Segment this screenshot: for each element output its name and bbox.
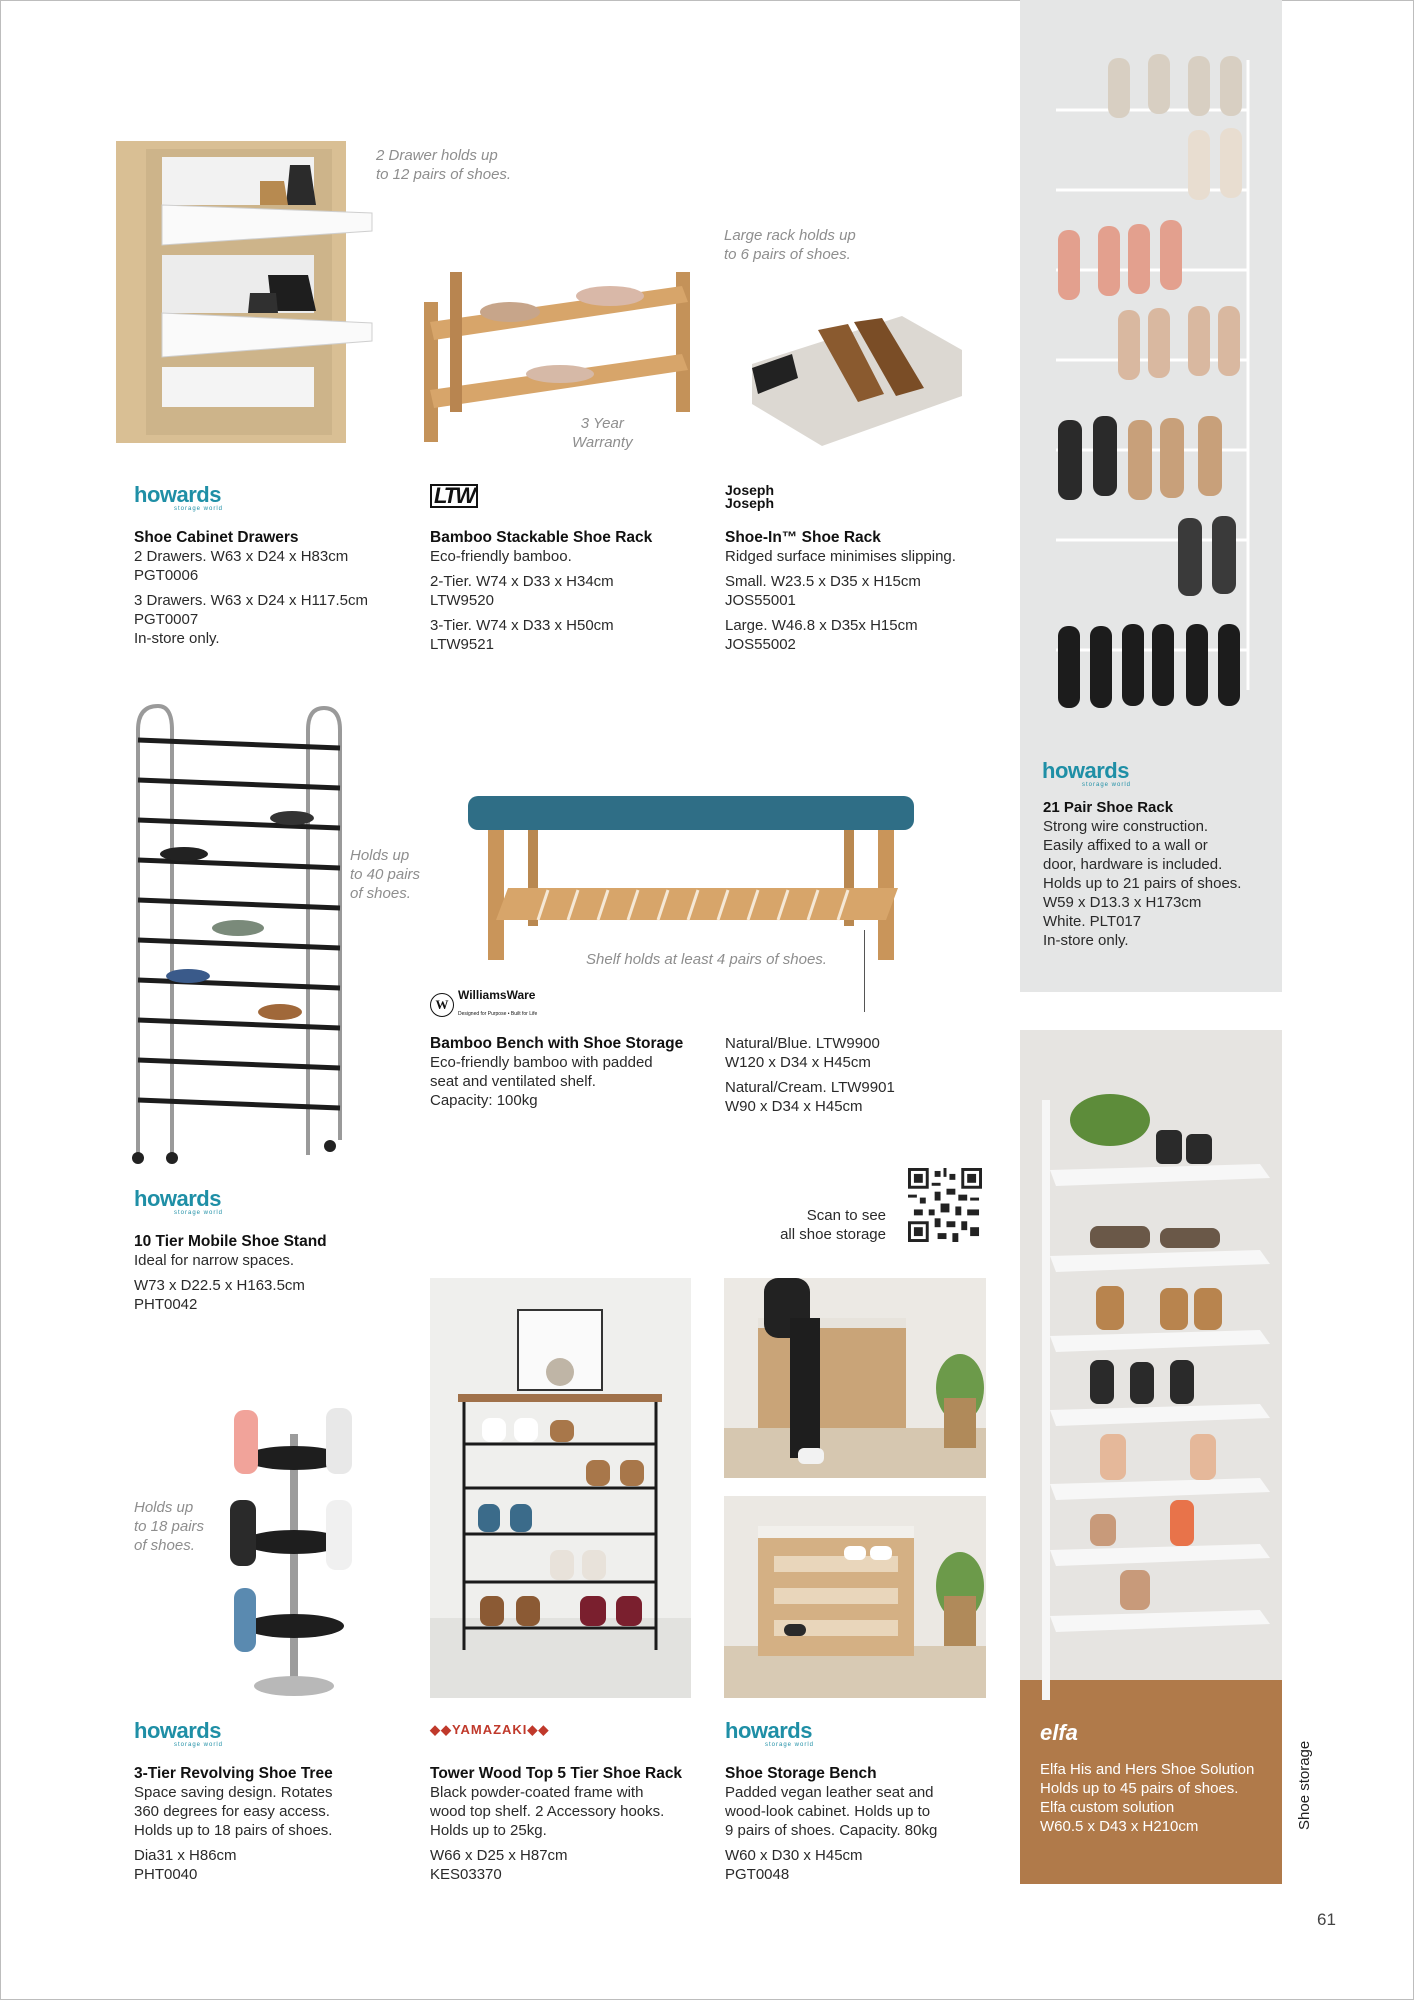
description: Ridged surface minimises slipping.: [725, 548, 956, 565]
product-name: Bamboo Stackable Shoe Rack: [430, 529, 653, 546]
spec-line: Small. W23.5 x D35 x H15cm: [725, 573, 921, 590]
description: Easily affixed to a wall or: [1043, 837, 1208, 854]
spec-line: W59 x D13.3 x H173cm: [1043, 894, 1202, 911]
shoe-stand-image: [128, 700, 348, 1170]
product-shoe-stand: [134, 1188, 424, 1314]
description: Eco-friendly bamboo with padded: [430, 1054, 653, 1071]
spec-line: W60.5 x D43 x H210cm: [1040, 1818, 1199, 1835]
description: Holds up to 21 pairs of shoes.: [1043, 875, 1242, 892]
product-name: Elfa His and Hers Shoe Solution: [1040, 1761, 1255, 1778]
bamboo-rack-image: [420, 262, 696, 452]
spec-line: W73 x D22.5 x H163.5cm: [134, 1277, 305, 1294]
bamboo-bench-image: [468, 790, 918, 970]
sku: PHT0042: [134, 1296, 198, 1313]
product-name: Tower Wood Top 5 Tier Shoe Rack: [430, 1765, 683, 1782]
product-bamboo-bench: [430, 990, 710, 1110]
storage-bench-illustration-2: [724, 1496, 986, 1698]
storage-bench-illustration-1: [724, 1278, 986, 1478]
callout-line: [864, 930, 865, 1012]
product-name: Shoe Cabinet Drawers: [134, 529, 299, 546]
large-rack-note: Large rack holds up to 6 pairs of shoes.: [724, 227, 856, 263]
howards-logo: howards storage world: [134, 1186, 224, 1216]
section-label: Shoe storage: [1296, 1740, 1313, 1830]
spec-line: 2 Drawers. W63 x D24 x H83cm: [134, 548, 349, 565]
shoe-tree-image: [230, 1404, 360, 1700]
product-bamboo-rack: [430, 484, 720, 654]
description: 9 pairs of shoes. Capacity. 80kg: [725, 1822, 938, 1839]
shoe-cabinet-image: [110, 135, 380, 455]
spec-line: W90 x D34 x H45cm: [725, 1098, 863, 1115]
qr-code[interactable]: [908, 1168, 982, 1242]
product-name: Shoe Storage Bench: [725, 1765, 877, 1782]
storage-bench-photo-2: [724, 1496, 986, 1698]
variant-sku: Natural/Blue. LTW9900: [725, 1035, 880, 1052]
tower-rack-illustration: [430, 1278, 691, 1698]
product-name: 10 Tier Mobile Shoe Stand: [134, 1233, 327, 1250]
product-name: 21 Pair Shoe Rack: [1043, 799, 1174, 816]
product-elfa: [1040, 1760, 1280, 1836]
page-number: 61: [1317, 1910, 1336, 1929]
tree-capacity-note: Holds up to 18 pairs of shoes.: [134, 1499, 205, 1554]
product-shoe-in: [725, 484, 1015, 654]
description: Strong wire construction.: [1043, 818, 1209, 835]
product-tower-rack: [430, 1720, 720, 1884]
description: Ideal for narrow spaces.: [134, 1252, 295, 1269]
description: door, hardware is included.: [1043, 856, 1223, 873]
elfa-logo: elfa: [1040, 1720, 1078, 1745]
capacity: Capacity: 100kg: [430, 1092, 538, 1109]
product-storage-bench: [725, 1720, 1015, 1884]
description: seat and ventilated shelf.: [430, 1073, 596, 1090]
howards-logo: howards storage world: [725, 1718, 815, 1748]
description: Padded vegan leather seat and: [725, 1784, 934, 1801]
spec-line: W120 x D34 x H45cm: [725, 1054, 871, 1071]
sku: PGT0048: [725, 1866, 790, 1883]
sku: PGT0006: [134, 567, 199, 584]
elfa-shelving-illustration: [1020, 1030, 1282, 1884]
product-name: Bamboo Bench with Shoe Storage: [430, 1035, 684, 1052]
description: wood-look cabinet. Holds up to: [725, 1803, 931, 1820]
spec-line: Large. W46.8 x D35x H15cm: [725, 617, 918, 634]
sku: PGT0007: [134, 611, 199, 628]
spec-line: Dia31 x H86cm: [134, 1847, 237, 1864]
ltw-logo: LTW: [430, 484, 478, 508]
variant-sku: Natural/Cream. LTW9901: [725, 1079, 895, 1096]
wire-rack-image: [1048, 50, 1258, 750]
sku: LTW9520: [430, 592, 494, 609]
warranty-note: 3 Year Warranty: [572, 415, 633, 451]
shoe-in-rack-image: [732, 300, 968, 450]
sku: JOS55002: [725, 636, 796, 653]
bench-variants: [725, 1034, 1015, 1116]
description: Holds up to 45 pairs of shoes.: [1040, 1780, 1239, 1797]
description: Elfa custom solution: [1040, 1799, 1175, 1816]
sku: KES03370: [430, 1866, 502, 1883]
howards-logo: howards storage world: [134, 1718, 224, 1748]
howards-logo: howards storage world: [134, 482, 224, 512]
description: wood top shelf. 2 Accessory hooks.: [430, 1803, 665, 1820]
williamsware-logo: W WilliamsWare Designed for Purpose • Built for Life: [430, 990, 710, 1020]
qr-caption: Scan to see all shoe storage: [780, 1207, 886, 1243]
bench-shelf-note: Shelf holds at least 4 pairs of shoes.: [586, 951, 827, 968]
product-21-pair: [1043, 798, 1273, 950]
joseph-joseph-logo: Joseph Joseph: [725, 482, 775, 511]
availability: In-store only.: [1043, 932, 1129, 949]
storage-bench-photo-1: [724, 1278, 986, 1478]
sku: LTW9521: [430, 636, 494, 653]
description: 360 degrees for easy access.: [134, 1803, 330, 1820]
description: Black powder-coated frame with: [430, 1784, 644, 1801]
spec-line: W66 x D25 x H87cm: [430, 1847, 568, 1864]
tower-rack-photo: [430, 1278, 691, 1698]
sku: JOS55001: [725, 592, 796, 609]
description: Space saving design. Rotates: [134, 1784, 333, 1801]
description: Eco-friendly bamboo.: [430, 548, 572, 565]
stand-capacity-note: Holds up to 40 pairs of shoes.: [350, 847, 421, 902]
panel-21-pair-rack: [1020, 0, 1282, 992]
spec-line: 2-Tier. W74 x D33 x H34cm: [430, 573, 614, 590]
spec-line: 3 Drawers. W63 x D24 x H117.5cm: [134, 592, 368, 609]
cabinet-capacity-note: 2 Drawer holds up to 12 pairs of shoes.: [376, 147, 512, 183]
sku: White. PLT017: [1043, 913, 1142, 930]
availability: In-store only.: [134, 630, 220, 647]
description: Holds up to 18 pairs of shoes.: [134, 1822, 333, 1839]
product-shoe-cabinet: [134, 484, 424, 648]
sku: PHT0040: [134, 1866, 198, 1883]
product-shoe-tree: [134, 1720, 424, 1884]
spec-line: 3-Tier. W74 x D33 x H50cm: [430, 617, 614, 634]
panel-elfa: [1020, 1030, 1282, 1884]
product-name: 3-Tier Revolving Shoe Tree: [134, 1765, 333, 1782]
description: Holds up to 25kg.: [430, 1822, 547, 1839]
howards-logo: howards storage world: [1042, 758, 1132, 788]
spec-line: W60 x D30 x H45cm: [725, 1847, 863, 1864]
yamazaki-logo: ◆◆YAMAZAKI◆◆: [430, 1722, 550, 1737]
product-name: Shoe-In™ Shoe Rack: [725, 529, 881, 546]
